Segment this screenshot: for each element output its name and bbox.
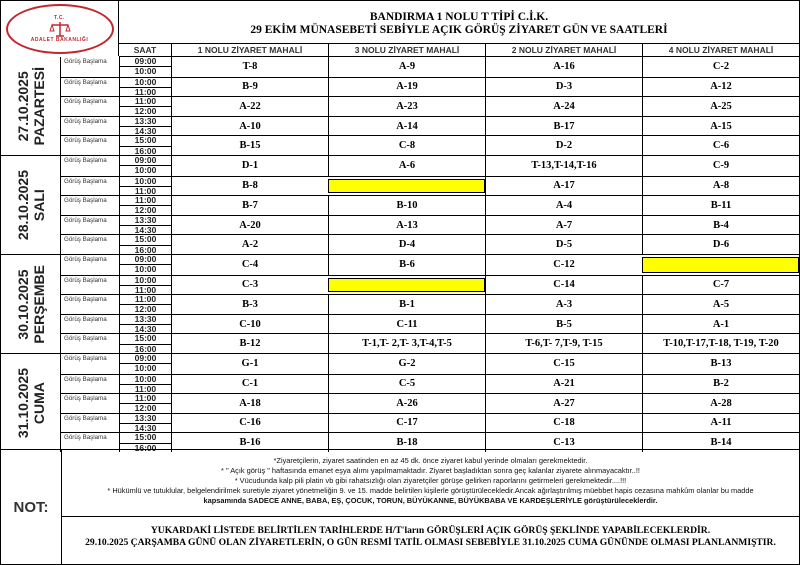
visit-cell: A-28 <box>642 394 799 413</box>
slot-start-time: 13:30 <box>134 313 157 324</box>
visit-cell: C-6 <box>642 136 799 155</box>
visit-cell: A-19 <box>328 78 485 97</box>
day-date: 30.10.2025 <box>14 268 31 339</box>
slot-end-time: 10:00 <box>120 66 171 76</box>
ministry-logo <box>6 4 114 54</box>
visit-cell: A-8 <box>642 177 799 196</box>
slot-end-time: 10:00 <box>120 264 171 274</box>
schedule-grid <box>1 57 799 452</box>
visit-cell: G-2 <box>328 354 485 374</box>
note-body <box>62 450 799 565</box>
slot-end-time: 12:00 <box>120 106 171 116</box>
visit-cell: B-5 <box>485 315 642 334</box>
day-name: PAZARTESİ <box>30 66 47 146</box>
visit-cell: C-1 <box>171 375 328 394</box>
visit-cell: A-21 <box>485 375 642 394</box>
visit-cell: A-13 <box>328 216 485 235</box>
slot-end-time: 14:30 <box>120 423 171 433</box>
note-label: NOT: <box>1 450 62 565</box>
slot-times <box>119 117 171 136</box>
visit-cell: C-2 <box>642 57 799 77</box>
day-label-text <box>15 368 47 438</box>
slot-start-time: 09:00 <box>134 352 157 363</box>
visit-cell: T-6,T- 7,T-9, T-15 <box>485 334 642 353</box>
table-row <box>61 156 799 176</box>
visit-cell: B-11 <box>642 196 799 215</box>
visit-cell: A-18 <box>171 394 328 413</box>
note-section <box>1 449 799 565</box>
slot-end-time: 11:00 <box>120 384 171 394</box>
visit-cell: B-16 <box>171 433 328 452</box>
visit-cell: A-1 <box>642 315 799 334</box>
visit-cell: C-12 <box>485 255 642 275</box>
table-row <box>61 135 799 155</box>
table-row <box>61 96 799 116</box>
day-slots <box>61 354 799 452</box>
table-row <box>61 294 799 314</box>
visit-cell: C-4 <box>171 255 328 275</box>
visit-cell: C-10 <box>171 315 328 334</box>
slot-times <box>119 354 171 374</box>
visit-cell: T-1,T- 2,T- 3,T-4,T-5 <box>328 334 485 353</box>
slot-label: Görüş Başlama <box>64 255 107 263</box>
slot-end-time: 11:00 <box>120 285 171 295</box>
slot-end-time: 11:00 <box>120 87 171 97</box>
table-row <box>61 215 799 235</box>
visit-cell: A-6 <box>328 156 485 176</box>
slot-times <box>119 156 171 176</box>
slot-times <box>119 375 171 394</box>
scales-icon <box>49 21 71 37</box>
day-block <box>1 353 799 452</box>
visit-cell: B-2 <box>642 375 799 394</box>
visit-cell: A-26 <box>328 394 485 413</box>
day-slots <box>61 156 799 254</box>
slot-label: Görüş Başlama <box>64 98 107 106</box>
visit-cell: C-11 <box>328 315 485 334</box>
table-row <box>61 255 799 275</box>
slot-label: Görüş Başlama <box>64 216 107 224</box>
table-row <box>61 354 799 374</box>
day-slots <box>61 57 799 155</box>
note-line: * Hükümlü ve tutuklular, belgelendirilmek suretiyle ziyaret yönetmeliğin 9. ve 15. madde belirtilen kişilerle görüştürülecekledir.Ancak ağırlaştırılmış müebbet hapis cezasına mahkûm olanlar bu madde <box>107 486 754 495</box>
day-label <box>1 156 61 254</box>
slot-times <box>119 255 171 275</box>
slot-times <box>119 97 171 116</box>
slot-start-time: 09:00 <box>134 154 157 165</box>
slot-times <box>119 414 171 433</box>
slot-label: Görüş Başlama <box>64 414 107 422</box>
slot-start-time: 11:00 <box>134 393 157 404</box>
logo-area <box>1 1 119 56</box>
visit-cell: T-13,T-14,T-16 <box>485 156 642 176</box>
table-row <box>61 393 799 413</box>
slot-times <box>119 315 171 334</box>
slot-end-time: 12:00 <box>120 403 171 413</box>
visit-cell: B-13 <box>642 354 799 374</box>
slot-end-time: 16:00 <box>120 344 171 354</box>
day-name: CUMA <box>30 381 47 424</box>
slot-start-time: 13:30 <box>134 214 157 225</box>
day-name: PERŞEMBE <box>30 264 47 344</box>
slot-start-time: 10:00 <box>134 373 157 384</box>
slot-start-time: 15:00 <box>134 333 157 344</box>
logo-bottom-text: ADALET BAKANLIĞI <box>30 36 89 43</box>
slot-end-time: 12:00 <box>120 205 171 215</box>
visit-cell: D-6 <box>642 235 799 254</box>
table-row <box>61 77 799 97</box>
announcement-line: 29.10.2025 ÇARŞAMBA GÜNÜ OLAN ZİYARETLERİN, O GÜN RESMİ TATİL OLMASI SEBEBİYLE 31.10.2025 CUMA GÜNÜNDE OLMASI PLANLANMIŞTIR. <box>85 537 776 548</box>
day-block <box>1 254 799 353</box>
day-date: 28.10.2025 <box>14 169 31 240</box>
visit-cell: C-8 <box>328 136 485 155</box>
column-header: 4 NOLU ZİYARET MAHALİ <box>642 44 799 56</box>
slot-times <box>119 177 171 196</box>
day-date: 31.10.2025 <box>14 367 31 438</box>
day-label-text <box>15 265 47 344</box>
saat-header: SAAT <box>133 45 157 55</box>
page-title <box>119 1 799 43</box>
visit-cell: A-10 <box>171 117 328 136</box>
visit-cell: A-17 <box>485 177 642 196</box>
day-date: 27.10.2025 <box>14 70 31 142</box>
slot-start-time: 13:30 <box>134 115 157 126</box>
visit-cell: A-12 <box>642 78 799 97</box>
visit-cell: A-25 <box>642 97 799 116</box>
visit-cell: A-7 <box>485 216 642 235</box>
visit-cell: C-7 <box>642 276 799 295</box>
column-header: 1 NOLU ZİYARET MAHALİ <box>171 44 328 56</box>
table-row <box>61 275 799 295</box>
slot-times <box>119 78 171 97</box>
table-row <box>61 333 799 353</box>
slot-end-time: 14:30 <box>120 126 171 136</box>
visit-cell: B-18 <box>328 433 485 452</box>
slot-label: Görüş Başlama <box>64 156 107 164</box>
highlighted-empty-cell <box>642 257 799 273</box>
announcement-line: YUKARDAKİ LİSTEDE BELİRTİLEN TARİHLERDE H/T'ların GÖRÜŞLERİ AÇIK GÖRÜŞ ŞEKLİNDE YAPABİLECEKLERDİR. <box>150 525 711 536</box>
slot-end-time: 16:00 <box>120 146 171 156</box>
table-row <box>61 234 799 254</box>
slot-label: Görüş Başlama <box>64 177 107 185</box>
visit-cell: B-12 <box>171 334 328 353</box>
slot-end-time: 14:30 <box>120 225 171 235</box>
slot-label: Görüş Başlama <box>64 236 107 244</box>
slot-label: Görüş Başlama <box>64 197 107 205</box>
highlighted-empty-cell <box>328 179 485 194</box>
visit-cell: T-10,T-17,T-18, T-19, T-20 <box>642 334 799 353</box>
column-header: 2 NOLU ZİYARET MAHALİ <box>485 44 642 56</box>
visit-cell: D-1 <box>171 156 328 176</box>
visit-cell: A-11 <box>642 414 799 433</box>
day-label-text <box>15 170 47 240</box>
day-slots <box>61 255 799 353</box>
table-row <box>61 195 799 215</box>
slot-times <box>119 216 171 235</box>
visit-cell: C-15 <box>485 354 642 374</box>
day-block <box>1 57 799 155</box>
visit-cell: C-9 <box>642 156 799 176</box>
visit-cell: B-10 <box>328 196 485 215</box>
visit-cell: A-5 <box>642 295 799 314</box>
visit-cell: A-27 <box>485 394 642 413</box>
slot-start-time: 10:00 <box>134 76 157 87</box>
slot-label: Görüş Başlama <box>64 78 107 86</box>
visit-cell: A-16 <box>485 57 642 77</box>
visit-cell: B-1 <box>328 295 485 314</box>
visit-cell: B-17 <box>485 117 642 136</box>
day-label <box>1 354 61 452</box>
table-row <box>61 176 799 196</box>
slot-label: Görüş Başlama <box>64 395 107 403</box>
slot-times <box>119 57 171 77</box>
table-row <box>61 374 799 394</box>
slot-label: Görüş Başlama <box>64 276 107 284</box>
slot-end-time: 10:00 <box>120 165 171 175</box>
visit-cell: C-3 <box>171 276 328 295</box>
slot-label: Görüş Başlama <box>64 117 107 125</box>
visit-cell: C-18 <box>485 414 642 433</box>
visit-cell: B-9 <box>171 78 328 97</box>
slot-start-time: 15:00 <box>134 234 157 245</box>
visit-cell: D-5 <box>485 235 642 254</box>
slot-end-time: 16:00 <box>120 443 171 453</box>
day-label-text <box>15 67 47 145</box>
title-line-2: 29 EKİM MÜNASEBETİ SEBİYLE AÇIK GÖRÜŞ ZİYARET GÜN VE SAATLERİ <box>250 24 668 36</box>
slot-times <box>119 295 171 314</box>
visit-cell: B-3 <box>171 295 328 314</box>
slot-label: Görüş Başlama <box>64 58 107 65</box>
slot-label: Görüş Başlama <box>64 137 107 145</box>
slot-start-time: 11:00 <box>134 96 157 107</box>
day-name: SALI <box>30 189 47 221</box>
slot-label: Görüş Başlama <box>64 434 107 442</box>
visit-cell: G-1 <box>171 354 328 374</box>
slot-label: Görüş Başlama <box>64 354 107 362</box>
visit-cell: A-23 <box>328 97 485 116</box>
day-block <box>1 155 799 254</box>
slot-times <box>119 334 171 353</box>
logo-top-text: T.C. <box>54 14 65 21</box>
slot-times <box>119 276 171 295</box>
visit-cell: A-9 <box>328 57 485 77</box>
visit-cell: B-6 <box>328 255 485 275</box>
note-line: *Ziyaretçilerin, ziyaret saatinden en az 45 dk. önce ziyaret kabul yerinde olmaları gerekmektedir. <box>273 456 588 465</box>
column-header: 3 NOLU ZİYARET MAHALİ <box>328 44 485 56</box>
day-label <box>1 255 61 353</box>
slot-end-time: 14:30 <box>120 324 171 334</box>
slot-label: Görüş Başlama <box>64 375 107 383</box>
slot-start-time: 09:00 <box>134 56 157 66</box>
visit-cell: T-8 <box>171 57 328 77</box>
visit-cell: A-24 <box>485 97 642 116</box>
visit-cell: B-7 <box>171 196 328 215</box>
visit-cell: A-3 <box>485 295 642 314</box>
note-line: * Vücudunda kalp pili platin vb gibi rahatsızlığı olan ziyaretçiler görüşe gelirken raporlarını getirmeleri gerekmektedir....!!! <box>234 476 627 485</box>
slot-start-time: 11:00 <box>134 195 157 206</box>
visit-cell: B-8 <box>171 177 328 196</box>
slot-end-time: 16:00 <box>120 245 171 255</box>
slot-start-time: 10:00 <box>134 274 157 285</box>
slot-label: Görüş Başlama <box>64 335 107 343</box>
slot-end-time: 12:00 <box>120 304 171 314</box>
visit-cell: A-4 <box>485 196 642 215</box>
table-row <box>61 57 799 77</box>
visit-cell: A-20 <box>171 216 328 235</box>
visit-cell: B-14 <box>642 433 799 452</box>
visit-cell: C-5 <box>328 375 485 394</box>
column-header-row <box>119 43 799 57</box>
slot-label: Görüş Başlama <box>64 296 107 304</box>
visit-cell: A-2 <box>171 235 328 254</box>
visit-cell: C-13 <box>485 433 642 452</box>
note-line: kapsamında SADECE ANNE, BABA, EŞ, ÇOCUK, TORUN, BÜYÜKANNE, BÜYÜKBABA VE KARDEŞLERİYLE görüştürüleceklerdir. <box>203 496 658 505</box>
visit-cell: D-4 <box>328 235 485 254</box>
table-row <box>61 413 799 433</box>
visit-cell: C-16 <box>171 414 328 433</box>
slot-start-time: 15:00 <box>134 432 157 443</box>
day-label <box>1 57 61 155</box>
slot-label: Görüş Başlama <box>64 315 107 323</box>
slot-start-time: 09:00 <box>134 253 157 264</box>
visit-cell: C-17 <box>328 414 485 433</box>
table-row <box>61 314 799 334</box>
title-line-1: BANDIRMA 1 NOLU T TİPİ C.İ.K. <box>369 11 549 23</box>
visit-cell: A-14 <box>328 117 485 136</box>
slot-times <box>119 136 171 155</box>
slot-end-time: 10:00 <box>120 363 171 373</box>
slot-start-time: 15:00 <box>134 135 157 146</box>
visit-cell: A-22 <box>171 97 328 116</box>
slot-times <box>119 235 171 254</box>
highlighted-empty-cell <box>328 278 485 293</box>
visit-cell: C-14 <box>485 276 642 295</box>
note-announcement <box>62 516 799 564</box>
slot-start-time: 11:00 <box>134 294 157 305</box>
visit-cell: A-15 <box>642 117 799 136</box>
visit-cell: B-4 <box>642 216 799 235</box>
slot-end-time: 11:00 <box>120 186 171 196</box>
slot-start-time: 10:00 <box>134 175 157 186</box>
table-row <box>61 116 799 136</box>
visit-cell: D-3 <box>485 78 642 97</box>
visit-cell: D-2 <box>485 136 642 155</box>
visit-cell: B-15 <box>171 136 328 155</box>
slot-start-time: 13:30 <box>134 412 157 423</box>
slot-times <box>119 394 171 413</box>
slot-times <box>119 196 171 215</box>
note-line: * " Açık görüş " haftasında emanet eşya alımı yapılmamaktadır. Ziyaret başladıktan sonra geç kalanlar ziyarete alınmayacaktır..!! <box>221 466 640 475</box>
